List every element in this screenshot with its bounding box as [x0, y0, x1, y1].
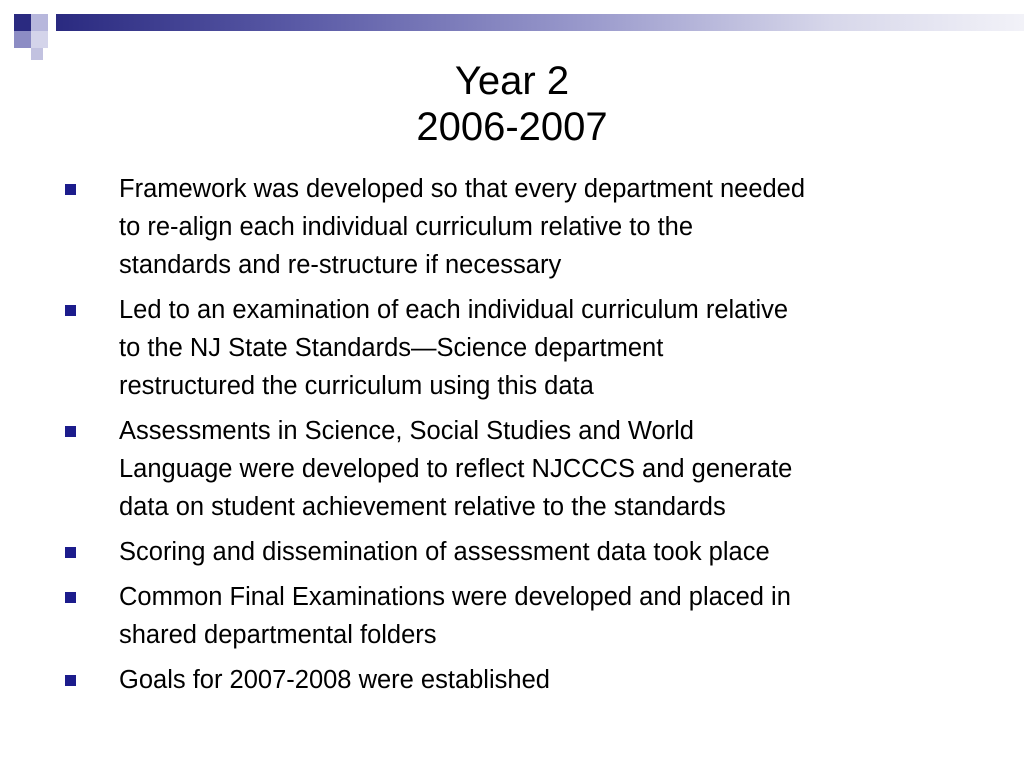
square-bullet-icon	[65, 426, 76, 437]
bullet-item	[62, 533, 982, 571]
header-gradient-bar	[56, 14, 1024, 31]
bullet-item	[62, 661, 982, 699]
square-bullet-icon	[65, 184, 76, 195]
header-square-dark	[14, 14, 31, 31]
header-square-light	[31, 14, 48, 31]
title-line-1: Year 2	[454, 59, 570, 103]
square-bullet-icon	[65, 592, 76, 603]
bullet-line: Assessments in Science, Social Studies and World	[119, 417, 694, 445]
bullet-item	[62, 291, 982, 405]
square-bullet-icon	[65, 305, 76, 316]
square-bullet-icon	[65, 547, 76, 558]
bullet-line: Led to an examination of each individual curriculum relative	[119, 296, 789, 324]
bullet-line: data on student achievement relative to the standards	[119, 493, 726, 521]
slide-title	[0, 58, 1024, 150]
header-square-mid	[14, 31, 31, 48]
title-line-2: 2006-2007	[416, 105, 608, 149]
bullet-line: Goals for 2007-2008 were established	[119, 666, 550, 694]
bullet-line: Language were developed to reflect NJCCCS and generate	[119, 455, 793, 483]
bullet-line: to re-align each individual curriculum relative to the	[119, 213, 694, 241]
bullet-line: shared departmental folders	[119, 621, 437, 649]
bullet-list	[62, 170, 982, 706]
bullet-item	[62, 170, 982, 284]
bullet-item	[62, 412, 982, 526]
square-bullet-icon	[65, 675, 76, 686]
bullet-line: Framework was developed so that every department needed	[119, 175, 806, 203]
bullet-line: standards and re-structure if necessary	[119, 251, 562, 279]
header-square-pale	[31, 31, 48, 48]
bullet-line: Common Final Examinations were developed and placed in	[119, 583, 791, 611]
bullet-line: Scoring and dissemination of assessment data took place	[119, 538, 770, 566]
bullet-item	[62, 578, 982, 654]
bullet-line: restructured the curriculum using this data	[119, 372, 594, 400]
bullet-line: to the NJ State Standards—Science department	[119, 334, 664, 362]
